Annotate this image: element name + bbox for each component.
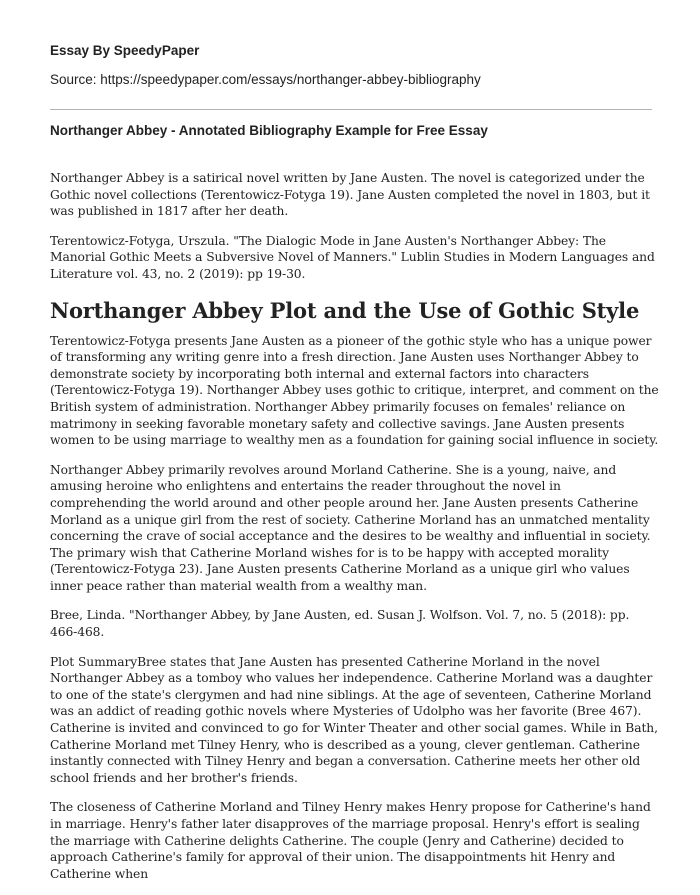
citation-paragraph: Bree, Linda. "Northanger Abbey, by Jane Austen, ed. Susan J. Wolfson. Vol. 7, no. 5 (2018): pp. 466-468. [50,608,630,640]
header-divider [50,109,652,110]
body-paragraph: The closeness of Catherine Morland and Tilney Henry makes Henry propose for Catherine's hand in marriage. Henry's father later disapproves of the marriage proposal. Henry's effort is sealing the marriage with Catherine delights Catherine. The couple (Jenry and Catherine) decided to approach Catherine's family for approval of their union. The disappointments hit Henry and Catherine when [50,800,651,881]
source-line: Source: https://speedypaper.com/essays/northanger-abbey-bibliography [50,72,481,87]
intro-paragraph: Northanger Abbey is a satirical novel written by Jane Austen. The novel is categorized under the Gothic novel collections (Terentowicz-Fotyga 19). Jane Austen completed the novel in 1803, but it was published in 1817 after her death. [50,171,650,219]
body-paragraph: Terentowicz-Fotyga presents Jane Austen as a pioneer of the gothic style who has a unique power of transforming any writing genre into a fresh direction. Jane Austen uses Northanger Abbey to demonstrate society by incorporating both internal and external factors into characters (Terentowicz-Fotyga 19). Northanger Abbey uses gothic to critique, interpret, and comment on the British system of administration. Northanger Abbey primarily focuses on females' reliance on matrimony in seeking favorable monetary safety and collective savings. Jane Austen presents women to be using marriage to wealthy men as a foundation for gaining social influence in society. [50,333,659,448]
section-heading: Northanger Abbey Plot and the Use of Gothic Style [50,297,640,323]
document-title: Northanger Abbey - Annotated Bibliography Example for Free Essay [50,123,488,138]
essay-body [50,170,660,895]
body-paragraph: Plot SummaryBree states that Jane Austen has presented Catherine Morland in the novel Northanger Abbey as a tomboy who values her independence. Catherine Morland was a daughter to one of the state's clergymen and had nine siblings. At the age of seventeen, Catherine Morland was an addict of reading gothic novels where Mysteries of Udolpho was her favorite (Bree 467). Catherine is invited and convinced to go for Winter Theater and other social games. While in Bath, Catherine Morland met Tilney Henry, who is described as a young, clever gentleman. Catherine instantly connected with Tilney Henry and began a conversation. Catherine meets her other old school friends and her brother's friends. [50,654,658,785]
citation-paragraph: Terentowicz-Fotyga, Urszula. "The Dialogic Mode in Jane Austen's Northanger Abbey: The Manorial Gothic Meets a Subversive Novel of Manners." Lublin Studies in Modern Languages and Literature vol. 43, no. 2 (2019): pp 19-30. [50,233,655,281]
brand-label: Essay By SpeedyPaper [50,43,200,58]
body-paragraph: Northanger Abbey primarily revolves around Morland Catherine. She is a young, naive, and amusing heroine who enlightens and entertains the reader throughout the novel in comprehending the world around and other people around her. Jane Austen presents Catherine Morland as a unique girl from the rest of society. Catherine Morland has an unmatched mentality concerning the crave of social acceptance and the desires to be wealthy and influential in society. The primary wish that Catherine Morland wishes for is to be happy with accepted morality (Terentowicz-Fotyga 23). Jane Austen presents Catherine Morland as a unique girl who values inner peace rather than material wealth from a wealthy man. [50,462,651,593]
